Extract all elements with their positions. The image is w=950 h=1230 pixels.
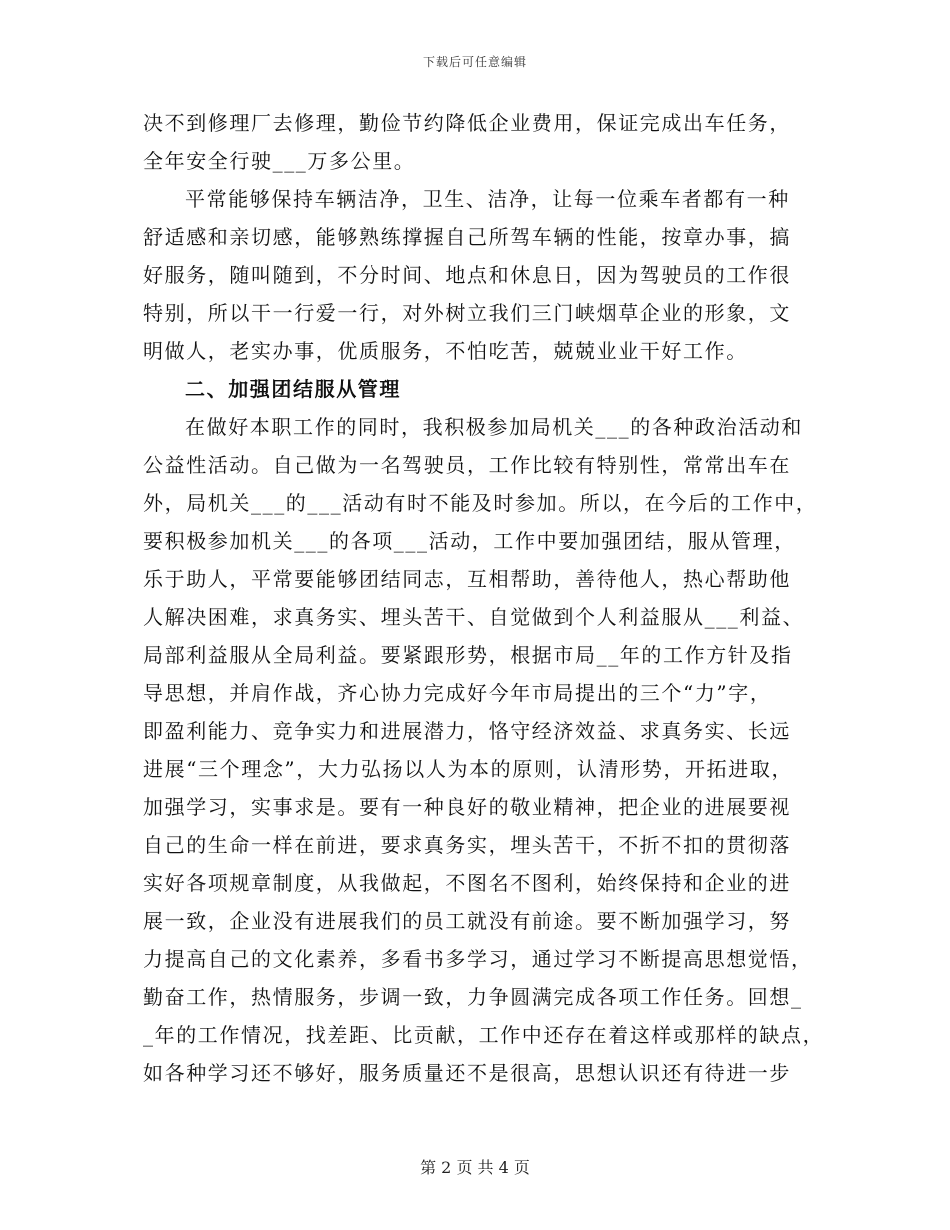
body-line: 乐于助人，平常要能够团结同志，互相帮助，善待他人，热心帮助他 xyxy=(143,567,791,591)
body-line: 如各种学习还不够好，服务质量还不是很高，思想认识还有待进一步 xyxy=(143,1061,791,1085)
body-line: 即盈利能力、竞争实力和进展潜力，恪守经济效益、求真务实、长远 xyxy=(143,719,791,743)
body-line: 局部利益服从全局利益。要紧跟形势，根据市局__年的工作方针及指 xyxy=(143,643,793,667)
body-line: 全年安全行驶___万多公里。 xyxy=(143,149,416,173)
body-line: _年的工作情况，找差距、比贡献，工作中还存在着这样或那样的缺点， xyxy=(143,1023,825,1047)
body-line: 导思想，并肩作战，齐心协力完成好今年市局提出的三个“力”字， xyxy=(143,681,772,705)
body-line: 实好各项规章制度，从我做起，不图名不图利，始终保持和企业的进 xyxy=(143,871,791,895)
section-heading: 二、加强团结服从管理 xyxy=(185,377,401,401)
body-line: 外，局机关___的___活动有时不能及时参加。所以，在今后的工作中， xyxy=(143,491,818,515)
paragraph-start-line: 在做好本职工作的同时，我积极参加局机关___的各种政治活动和 xyxy=(185,415,803,439)
document-body xyxy=(143,104,823,1092)
body-line: 好服务，随叫随到，不分时间、地点和休息日，因为驾驶员的工作很 xyxy=(143,263,791,287)
body-line: 特别，所以干一行爱一行，对外树立我们三门峡烟草企业的形象，文 xyxy=(143,301,791,325)
body-line: 公益性活动。自己做为一名驾驶员，工作比较有特别性，常常出车在 xyxy=(143,453,791,477)
body-line: 展一致，企业没有进展我们的员工就没有前途。要不断加强学习，努 xyxy=(143,909,791,933)
body-line: 明做人，老实办事，优质服务，不怕吃苦，兢兢业业干好工作。 xyxy=(143,339,748,363)
body-line: 进展“三个理念”，大力弘扬以人为本的原则，认清形势，开拓进取， xyxy=(143,757,794,781)
body-line: 勤奋工作，热情服务，步调一致，力争圆满完成各项工作任务。回想_ xyxy=(143,985,803,1009)
paragraph-start-line: 平常能够保持车辆洁净，卫生、洁净，让每一位乘车者都有一种 xyxy=(185,187,790,211)
body-line: 加强学习，实事求是。要有一种良好的敬业精神，把企业的进展要视 xyxy=(143,795,791,819)
body-line: 力提高自己的文化素养，多看书多学习，通过学习不断提高思想觉悟， xyxy=(143,947,813,971)
body-line: 舒适感和亲切感，能够熟练撑握自己所驾车辆的性能，按章办事，搞 xyxy=(143,225,791,249)
body-line: 决不到修理厂去修理，勤俭节约降低企业费用，保证完成出车任务， xyxy=(143,111,791,135)
body-line: 要积极参加机关___的各项___活动，工作中要加强团结，服从管理， xyxy=(143,529,796,553)
body-line: 人解决困难，求真务实、埋头苦干、自觉做到个人利益服从___利益、 xyxy=(143,605,805,629)
page-number: 第 2 页 共 4 页 xyxy=(420,1158,530,1177)
body-line: 自己的生命一样在前进，要求真务实，埋头苦干，不折不扣的贯彻落 xyxy=(143,833,791,857)
page-header: 下载后可任意编辑 xyxy=(422,55,527,69)
